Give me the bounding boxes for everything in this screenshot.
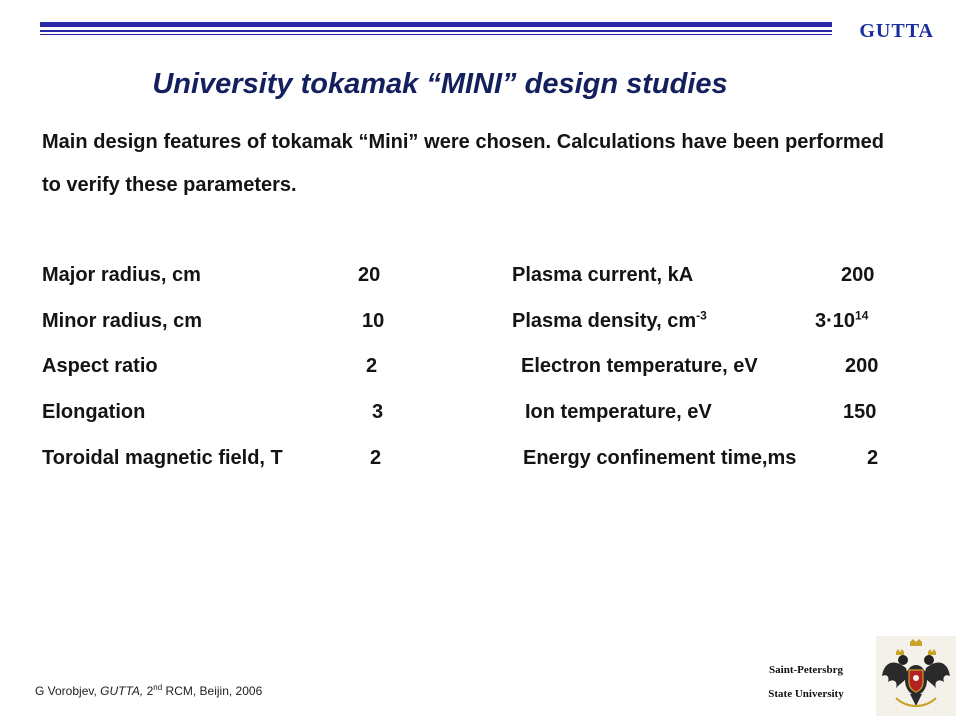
param-value: 20	[358, 264, 381, 286]
param-value: 3	[372, 401, 384, 423]
param-label: Energy confinement time,ms	[523, 447, 797, 469]
footer-event-sup: nd	[153, 683, 163, 692]
param-value: 2	[366, 355, 378, 377]
slide-title: University tokamak “MINI” design studies	[152, 68, 728, 100]
param-label: Major radius, cm	[42, 264, 201, 286]
param-value: 2	[867, 447, 879, 469]
param-label: Ion temperature, eV	[525, 401, 712, 423]
footer-org: GUTTA,	[100, 684, 144, 698]
param-label: Plasma current, kA	[512, 264, 694, 286]
footer-author: G Vorobjev,	[35, 684, 97, 698]
footer-citation	[35, 684, 262, 698]
param-row	[0, 447, 960, 473]
brand-label: GUTTA	[859, 20, 934, 42]
param-label: Plasma density, cm	[512, 310, 697, 332]
university-line2: State University	[768, 688, 844, 700]
param-value-with-exponent	[815, 310, 868, 333]
university-emblem-icon	[876, 636, 956, 716]
param-label: Minor radius, cm	[42, 310, 203, 332]
footer-event: RCM, Beijin, 2006	[165, 684, 263, 698]
param-label: Aspect ratio	[42, 355, 158, 377]
param-row	[0, 401, 960, 427]
university-line1: Saint-Petersbrg	[769, 664, 843, 676]
intro-paragraph: Main design features of tokamak “Mini” were chosen. Calculations have been performed to verify these parameters.	[42, 131, 884, 196]
param-value: 10	[362, 310, 385, 332]
param-row	[0, 355, 960, 381]
value-exponent: 14	[855, 308, 869, 323]
param-row	[0, 264, 960, 290]
param-value: 200	[841, 264, 875, 286]
param-label-with-unit	[512, 310, 707, 333]
header-rule	[40, 22, 832, 38]
param-row	[0, 310, 960, 336]
param-label: Electron temperature, eV	[521, 355, 758, 377]
param-label: Elongation	[42, 401, 146, 423]
param-value: 200	[845, 355, 879, 377]
param-label: Toroidal magnetic field, T	[42, 447, 283, 469]
param-value: 3·10	[815, 310, 856, 332]
param-value: 2	[370, 447, 382, 469]
unit-exponent: -3	[696, 308, 707, 323]
footer-event-num: 2	[146, 684, 154, 698]
param-value: 150	[843, 401, 877, 423]
